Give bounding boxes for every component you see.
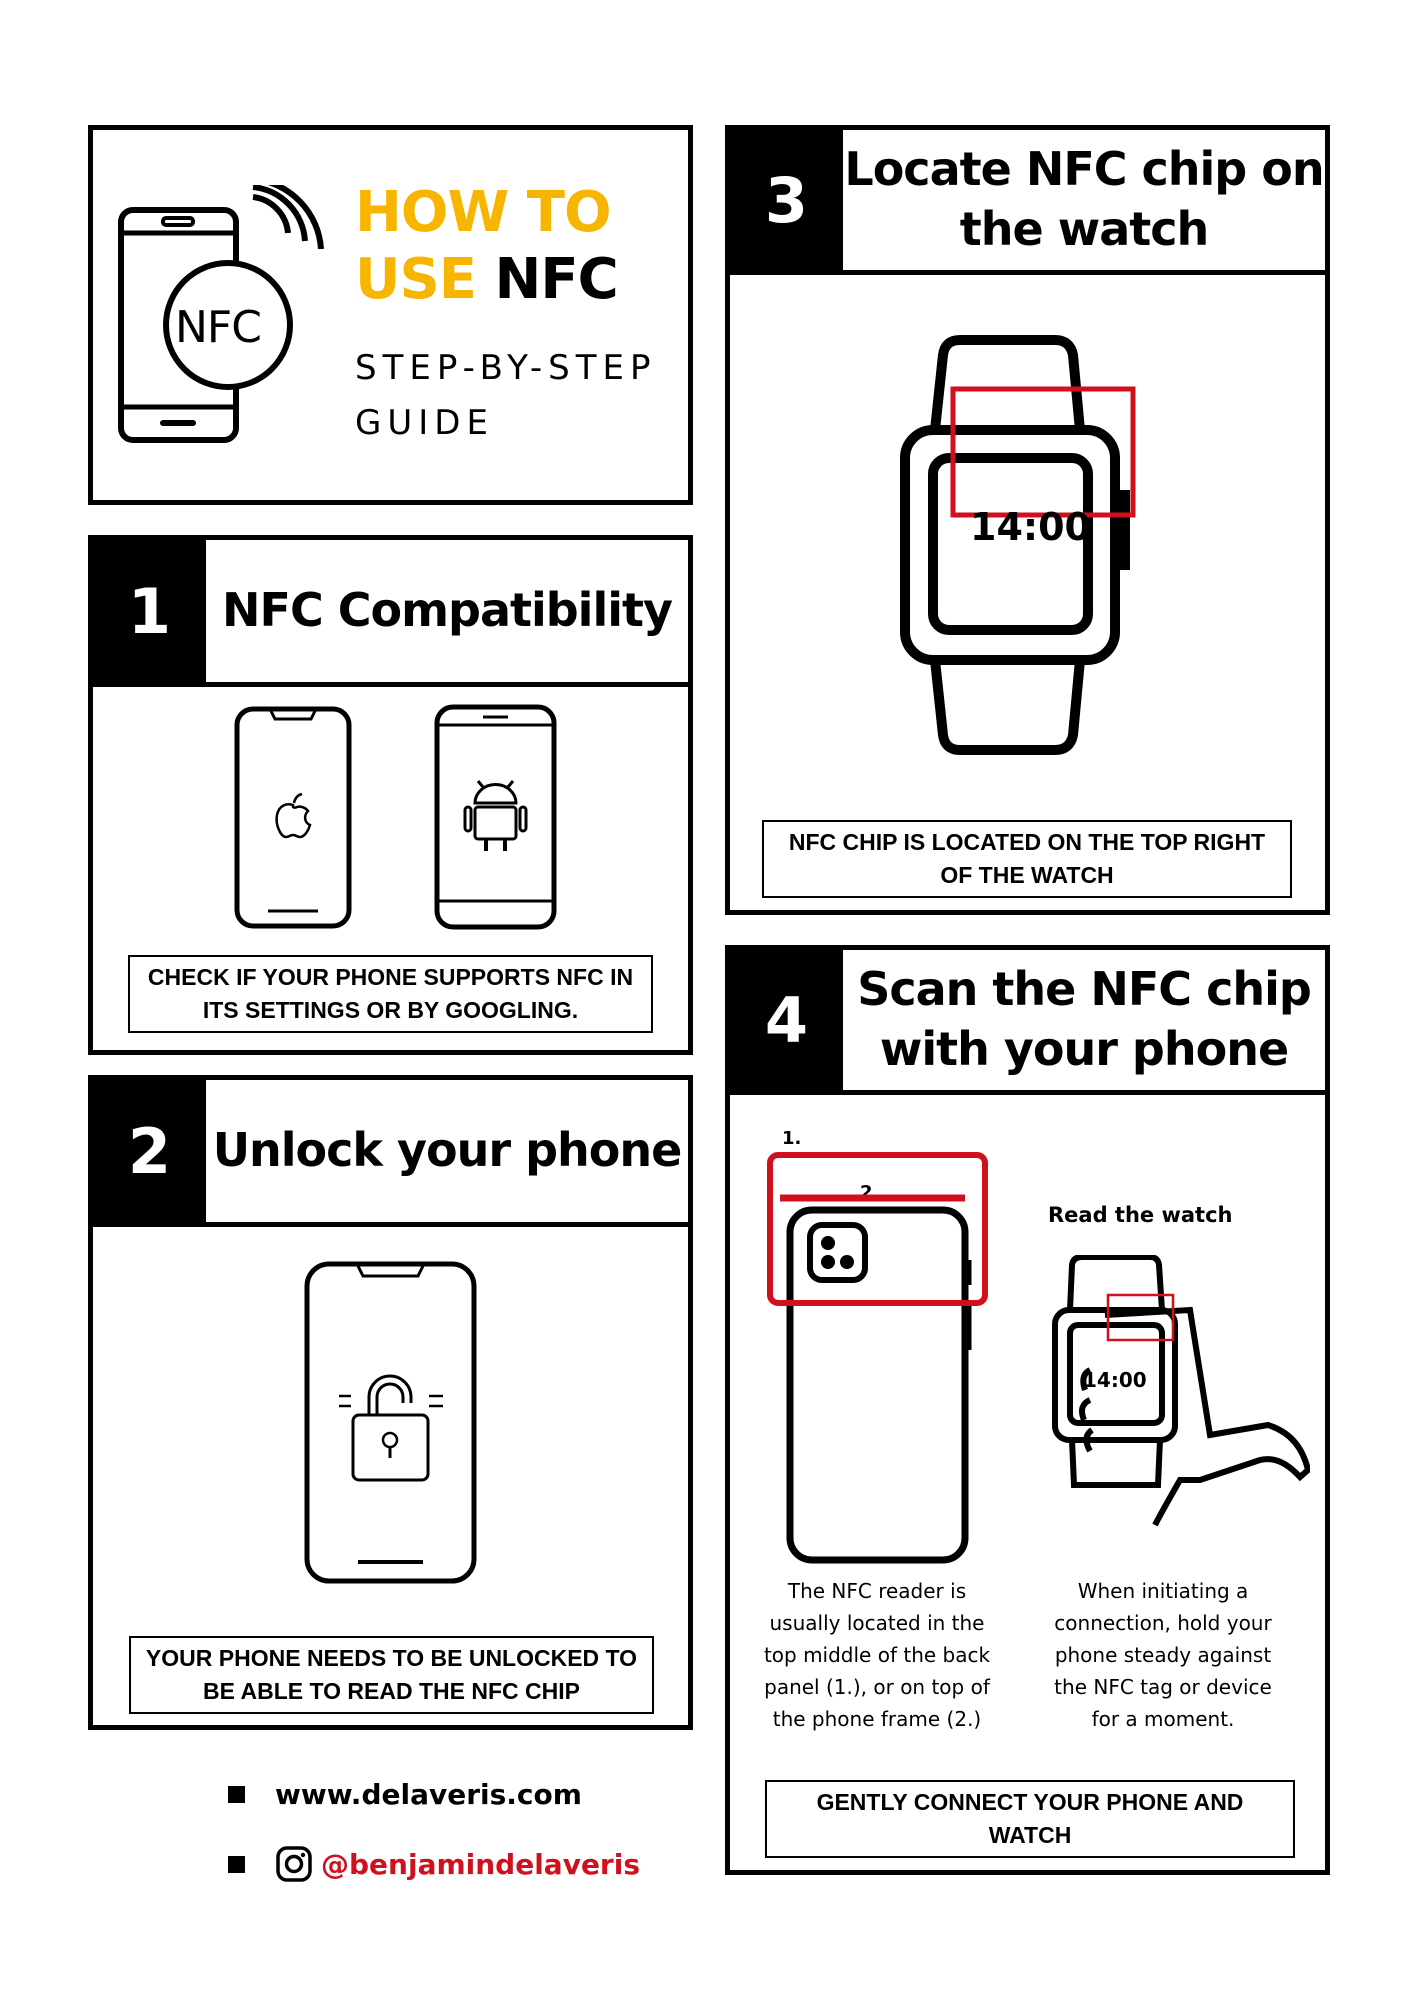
step-title: NFC Compatibility [222, 583, 672, 638]
step-4-card [725, 945, 1330, 1875]
subtitle-line-1: STEP-BY-STEP [355, 348, 657, 388]
step-4-caption: GENTLY CONNECT YOUR PHONE AND WATCH [765, 1780, 1295, 1858]
watch-time: 14:00 [1083, 1368, 1147, 1392]
nfc-icon-text: NFC [175, 302, 261, 353]
step-number: 4 [730, 950, 843, 1090]
step-2-header [93, 1080, 688, 1227]
hold-steady-description: When initiating a connection, hold your phone steady against the NFC tag or device for a moment. [1054, 1579, 1272, 1731]
instagram-icon[interactable] [275, 1845, 313, 1883]
bullet-square-icon [228, 1786, 245, 1803]
phone-reader-description: The NFC reader is usually located in the top middle of the back panel (1.), or on top of the phone frame (2.) [763, 1579, 991, 1731]
website-row [228, 1778, 582, 1811]
phone-back-icon [765, 1150, 995, 1575]
iphone-icon [233, 705, 353, 930]
step-title: Locate NFC chip on the watch [844, 142, 1324, 256]
step-title: Unlock your phone [212, 1123, 682, 1178]
subtitle-line-2: GUIDE [355, 403, 494, 443]
title-line-1: HOW TO [355, 180, 611, 245]
title-nfc: NFC [476, 247, 618, 312]
step-title: Scan the NFC chip with your phone [857, 962, 1311, 1076]
watch-time: 14:00 [970, 505, 1091, 549]
read-the-watch-label: Read the watch [1048, 1203, 1233, 1227]
instagram-row [228, 1845, 640, 1883]
step-1-header [93, 540, 688, 687]
step-1-caption: CHECK IF YOUR PHONE SUPPORTS NFC IN ITS SETTINGS OR BY GOOGLING. [128, 955, 653, 1033]
step-3-card [725, 125, 1330, 915]
step-3-header [730, 130, 1325, 275]
step-4-header [730, 950, 1325, 1095]
step-2-card [88, 1075, 693, 1730]
title-line-2 [355, 247, 618, 312]
step-number: 2 [93, 1080, 206, 1222]
step-3-caption: NFC CHIP IS LOCATED ON THE TOP RIGHT OF THE WATCH [762, 820, 1292, 898]
label-2: 2. [860, 1182, 880, 1203]
title-use: USE [355, 247, 477, 312]
step-number: 3 [730, 130, 843, 270]
title-card [88, 125, 693, 505]
step-2-caption: YOUR PHONE NEEDS TO BE UNLOCKED TO BE ABLE TO READ THE NFC CHIP [129, 1636, 654, 1714]
step-1-card [88, 535, 693, 1055]
hand-holding-watch-icon [1050, 1255, 1310, 1530]
android-phone-icon [433, 703, 558, 931]
bullet-square-icon [228, 1856, 245, 1873]
website-link[interactable]: www.delaveris.com [275, 1778, 582, 1811]
instagram-handle-link[interactable]: @benjamindelaveris [321, 1847, 641, 1881]
label-1: 1. [782, 1128, 802, 1149]
step-number: 1 [93, 540, 206, 682]
unlocked-phone-icon [303, 1260, 478, 1585]
